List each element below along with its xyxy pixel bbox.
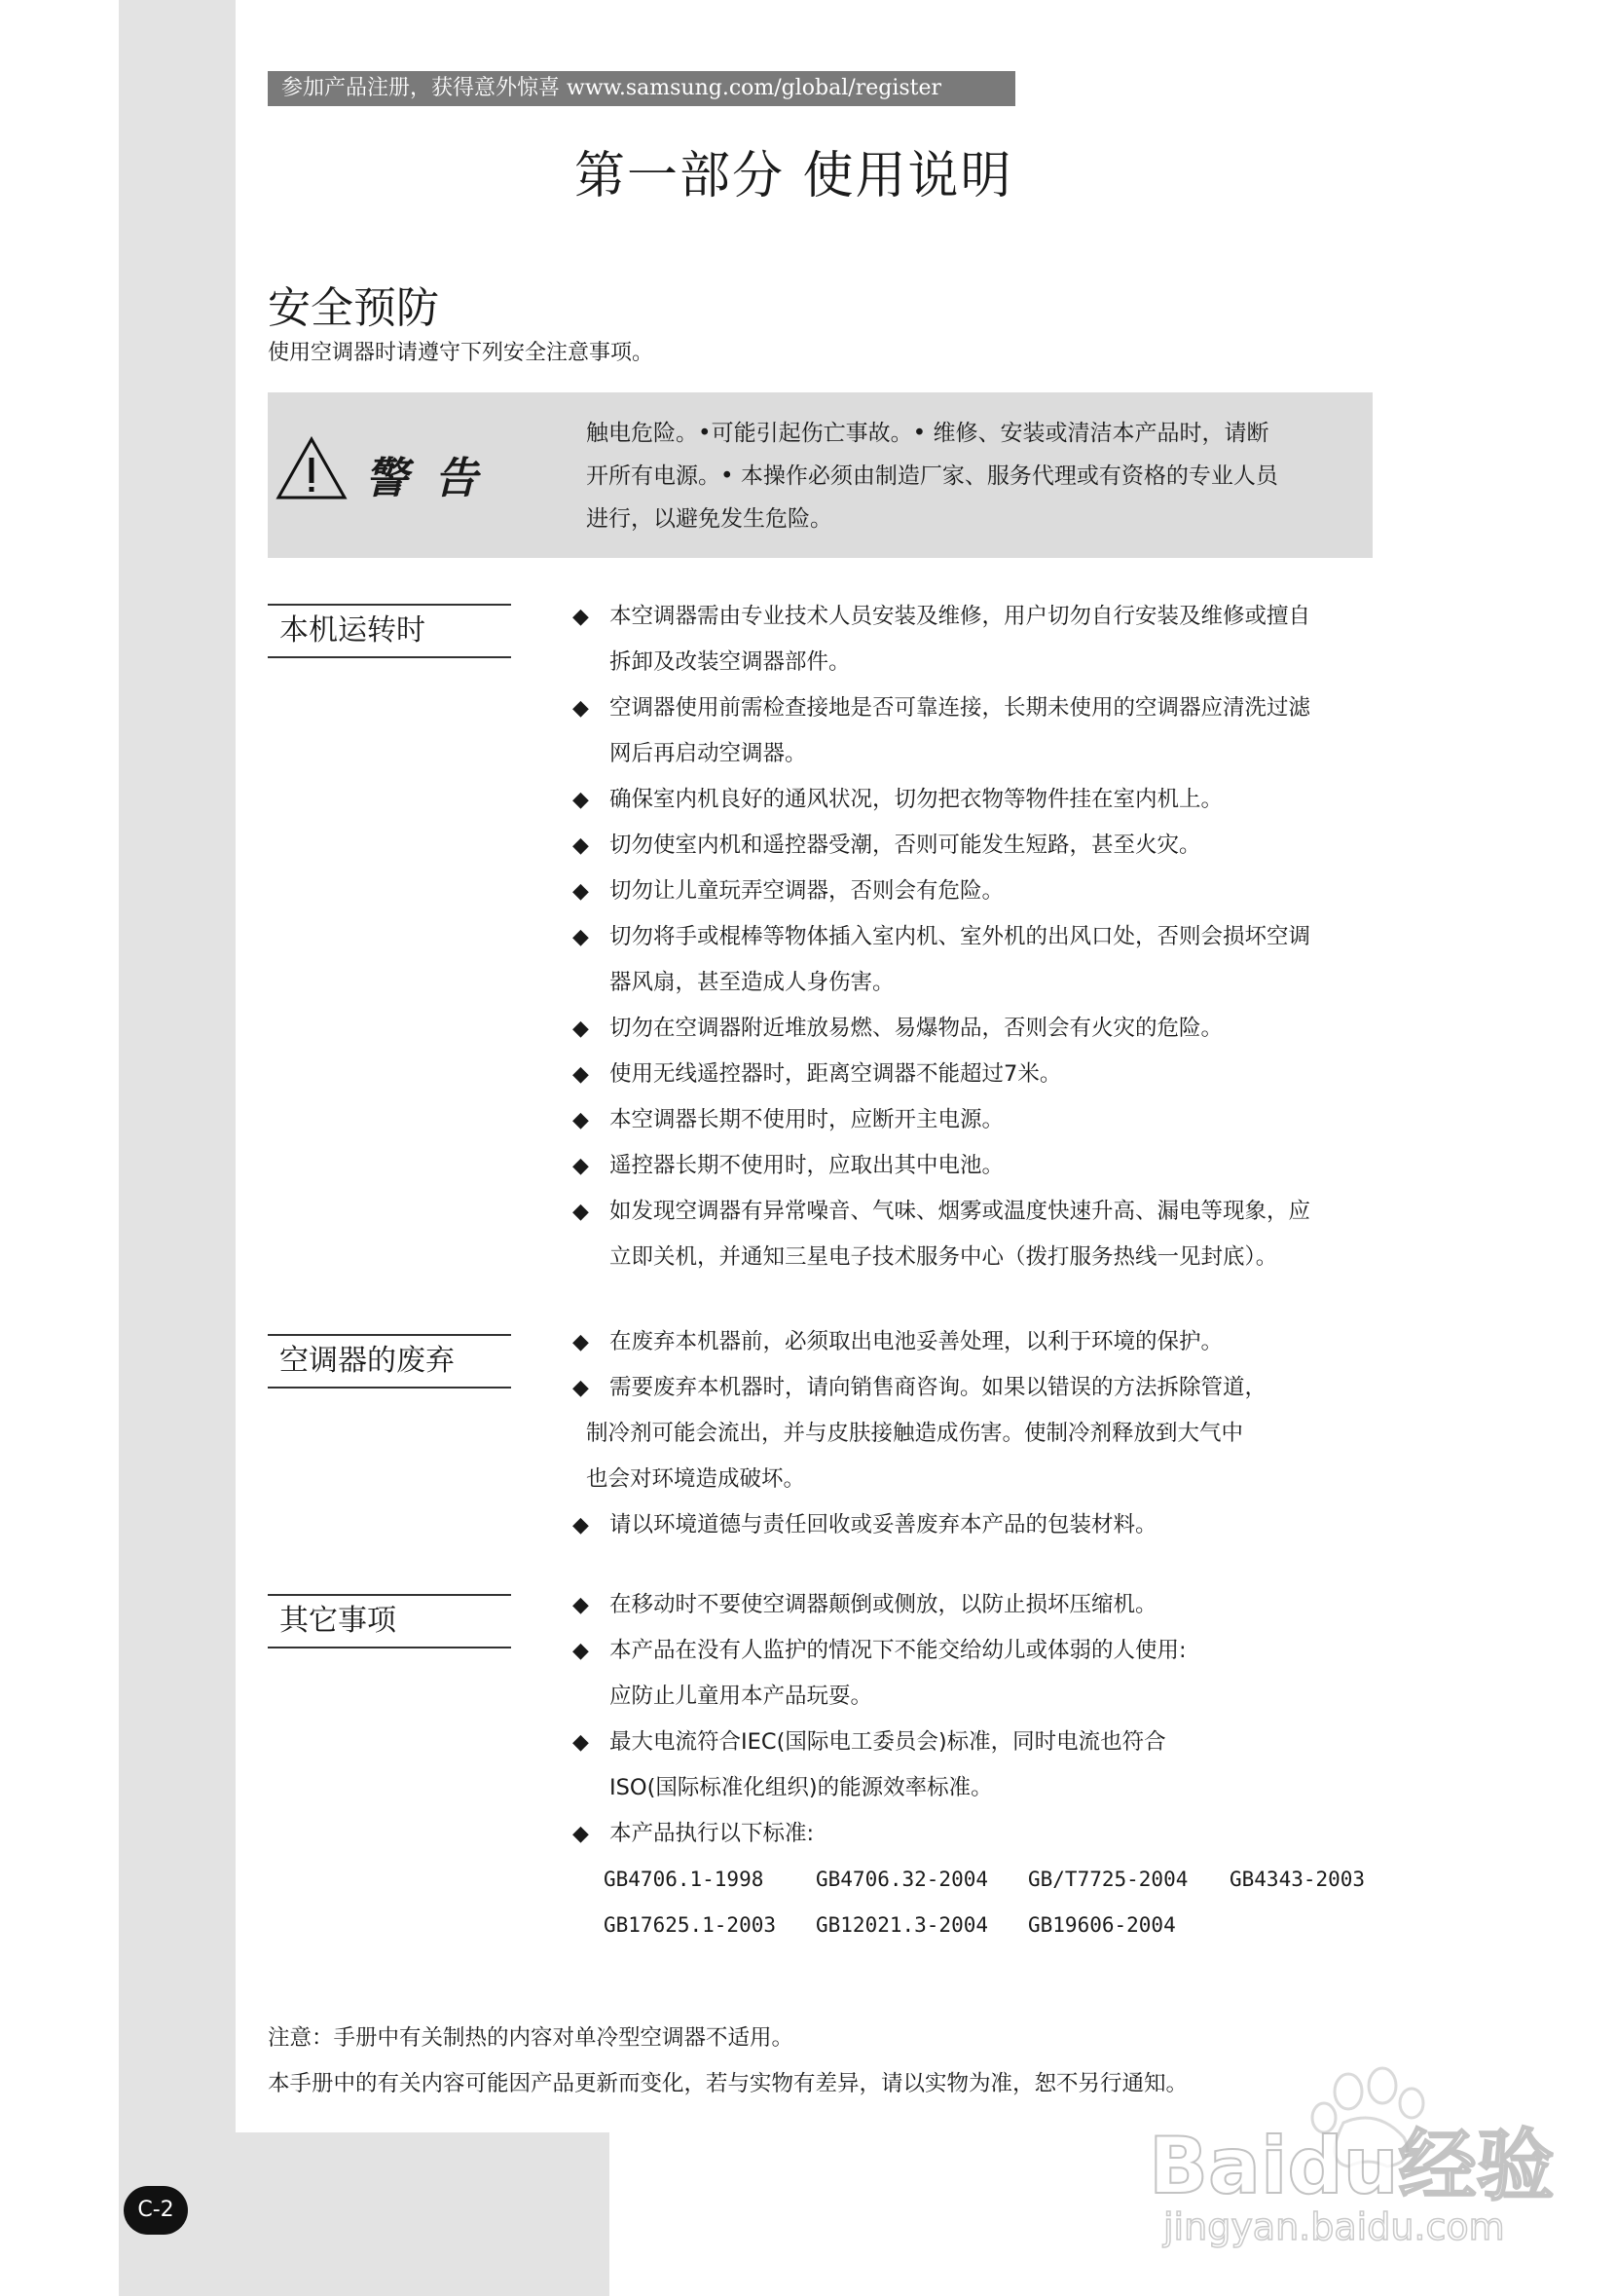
diamond-bullet-icon: ◆ bbox=[572, 1200, 589, 1224]
footnotes bbox=[268, 2016, 1188, 2107]
list-item: ◆ 切勿让儿童玩弄空调器，否则会有危险。 bbox=[572, 869, 1380, 914]
warning-triangle-icon bbox=[275, 436, 348, 500]
diamond-bullet-icon: ◆ bbox=[572, 1593, 589, 1617]
standard-code: GB/T7725-2004 bbox=[1028, 1868, 1189, 1891]
diamond-bullet-icon: ◆ bbox=[572, 788, 589, 812]
safety-title: 安全预防 bbox=[268, 283, 439, 333]
list-item: ◆ 最大电流符合IEC(国际电工委员会)标准，同时电流也符合 ISO(国际标准化组织)的能源效率标准。 bbox=[572, 1720, 1380, 1811]
diamond-bullet-icon: ◆ bbox=[572, 696, 589, 721]
part-title: 第一部分 使用说明 bbox=[574, 147, 1013, 205]
list-item: ◆ 空调器使用前需检查接地是否可靠连接，长期未使用的空调器应清洗过滤 网后再启动空调器。 bbox=[572, 685, 1380, 777]
warning-box bbox=[268, 392, 1373, 558]
diamond-bullet-icon: ◆ bbox=[572, 1108, 589, 1132]
section-label-other: 其它事项 bbox=[268, 1594, 511, 1648]
diamond-bullet-icon: ◆ bbox=[572, 833, 589, 858]
list-item: ◆ 本空调器长期不使用时，应断开主电源。 bbox=[572, 1097, 1380, 1143]
diamond-bullet-icon: ◆ bbox=[572, 1822, 589, 1846]
section-items-other bbox=[572, 1582, 1380, 1948]
diamond-bullet-icon: ◆ bbox=[572, 879, 589, 904]
diamond-bullet-icon: ◆ bbox=[572, 925, 589, 949]
page-number-badge: C-2 bbox=[124, 2186, 188, 2235]
diamond-bullet-icon: ◆ bbox=[572, 1513, 589, 1537]
note-line: 本手册中的有关内容可能因产品更新而变化，若与实物有差异，请以实物为准，恕不另行通知。 bbox=[268, 2071, 1189, 2096]
list-item: ◆ 遥控器长期不使用时，应取出其中电池。 bbox=[572, 1143, 1380, 1189]
list-item: ◆ 切勿将手或棍棒等物体插入室内机、室外机的出风口处，否则会损坏空调 器风扇，甚至造成人身伤害。 bbox=[572, 914, 1380, 1006]
list-item: ◆ 需要废弃本机器时，请向销售商咨询。如果以错误的方法拆除管道， 制冷剂可能会流出，并与皮肤接触造成伤害。使制冷剂释放到大气中 也会对环境造成破坏。 bbox=[572, 1365, 1380, 1502]
standard-code: GB4706.32-2004 bbox=[816, 1868, 989, 1891]
watermark-url: jingyan.baidu.com bbox=[1163, 2205, 1505, 2248]
section-items-disposal bbox=[572, 1319, 1380, 1548]
diamond-bullet-icon: ◆ bbox=[572, 1062, 589, 1087]
warning-line: 进行，以避免发生危险。 bbox=[586, 506, 832, 532]
list-item: ◆ 如发现空调器有异常噪音、气味、烟雾或温度快速升高、漏电等现象，应 立即关机，并通知三星电子技术服务中心（拨打服务热线一见封底）。 bbox=[572, 1189, 1380, 1280]
diamond-bullet-icon: ◆ bbox=[572, 1376, 589, 1400]
list-item: ◆ 在废弃本机器前，必须取出电池妥善处理，以利于环境的保护。 bbox=[572, 1319, 1380, 1365]
standard-code: GB4343-2003 bbox=[1230, 1868, 1366, 1891]
safety-subtitle: 使用空调器时请遵守下列安全注意事项。 bbox=[268, 341, 654, 365]
section-label-disposal: 空调器的废弃 bbox=[268, 1334, 511, 1389]
diamond-bullet-icon: ◆ bbox=[572, 1330, 589, 1354]
section-label-operation: 本机运转时 bbox=[268, 604, 511, 658]
diamond-bullet-icon: ◆ bbox=[572, 1017, 589, 1041]
diamond-bullet-icon: ◆ bbox=[572, 1639, 589, 1663]
watermark-brand: Baidu经验 bbox=[1149, 2121, 1555, 2211]
register-banner[interactable]: 参加产品注册，获得意外惊喜 www.samsung.com/global/register bbox=[268, 71, 1015, 106]
standard-code: GB12021.3-2004 bbox=[816, 1913, 989, 1937]
standard-code: GB19606-2004 bbox=[1028, 1913, 1176, 1937]
warning-label: 警 告 bbox=[365, 454, 484, 503]
diamond-bullet-icon: ◆ bbox=[572, 1730, 589, 1755]
list-item: ◆ 使用无线遥控器时，距离空调器不能超过7米。 bbox=[572, 1052, 1380, 1097]
standards-row bbox=[572, 1903, 1380, 1948]
list-item: ◆ 确保室内机良好的通风状况，切勿把衣物等物件挂在室内机上。 bbox=[572, 777, 1380, 823]
list-item: ◆ 切勿使室内机和遥控器受潮，否则可能发生短路，甚至火灾。 bbox=[572, 823, 1380, 869]
standards-row bbox=[572, 1857, 1380, 1903]
standard-code: GB17625.1-2003 bbox=[604, 1913, 777, 1937]
diamond-bullet-icon: ◆ bbox=[572, 1154, 589, 1178]
warning-line: 开所有电源。• 本操作必须由制造厂家、服务代理或有资格的专业人员 bbox=[586, 463, 1278, 489]
section-items-operation bbox=[572, 594, 1380, 1280]
standard-code: GB4706.1-1998 bbox=[604, 1868, 764, 1891]
list-item: ◆ 本产品在没有人监护的情况下不能交给幼儿或体弱的人使用: 应防止儿童用本产品玩耍。 bbox=[572, 1628, 1380, 1720]
note-line: 注意：手册中有关制热的内容对单冷型空调器不适用。 bbox=[268, 2025, 794, 2051]
warning-line: 触电危险。•可能引起伤亡事故。• 维修、安装或清洁本产品时，请断 bbox=[586, 421, 1269, 446]
diamond-bullet-icon: ◆ bbox=[572, 605, 589, 629]
list-item: ◆ 切勿在空调器附近堆放易燃、易爆物品，否则会有火灾的危险。 bbox=[572, 1006, 1380, 1052]
list-item: ◆ 本空调器需由专业技术人员安装及维修，用户切勿自行安装及维修或擅自 拆卸及改装空调器部件。 bbox=[572, 594, 1380, 685]
list-item: ◆ 在移动时不要使空调器颠倒或侧放，以防止损坏压缩机。 bbox=[572, 1582, 1380, 1628]
list-item: ◆ 本产品执行以下标准: bbox=[572, 1811, 1380, 1857]
list-item: ◆ 请以环境道德与责任回收或妥善废弃本产品的包装材料。 bbox=[572, 1502, 1380, 1548]
warning-text bbox=[586, 412, 1355, 540]
